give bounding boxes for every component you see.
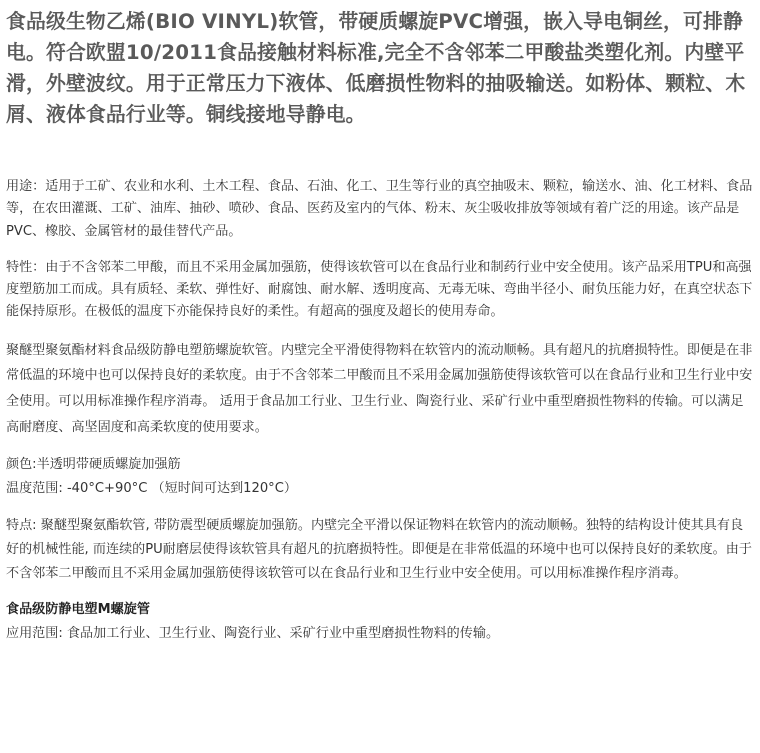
m-spiral-hose-heading: 食品级防静电塑M螺旋管 xyxy=(6,601,150,617)
application-range-line: 应用范围: 食品加工行业、卫生行业、陶瓷行业、采矿行业中重型磨损性物料的传输。 xyxy=(6,625,500,641)
color-line: 颜色:半透明带硬质螺旋加强筋 xyxy=(6,457,181,473)
features-paragraph: 特性：由于不含邻苯二甲酸，而且不采用金属加强筋，使得该软管可以在食品行业和制药行业中安全使用。该产品采用TPU和高强度塑筋加工而成。具有质轻、柔软、弹性好、耐腐蚀、耐水解、透明度高、无毒无味、弯曲半径小、耐负压能力好，在真空状态下能保持原形。在极低的温度下亦能保持良好的柔性。有超高的强度及超长的使用寿命。 xyxy=(6,259,753,320)
intro-paragraph: 食品级生物乙烯(BIO VINYL)软管，带硬质螺旋PVC增强，嵌入导电铜丝，可排静电。符合欧盟10/2011食品接触材料标准,完全不含邻苯二甲酸盐类塑化剂。内壁平滑，外壁波纹。用于正常压力下液体、低磨损性物料的抽吸输送。如粉体、颗粒、木屑、液体食品行业等。铜线接地导静电。 xyxy=(6,10,746,126)
temperature-range-line: 温度范围: -40°C+90°C （短时间可达到120°C） xyxy=(6,481,297,497)
usage-paragraph: 用途：适用于工矿、农业和水利、土木工程、食品、石油、化工、卫生等行业的真空抽吸末、颗粒，输送水、油、化工材料、食品等，在农田灌溉、工矿、油库、抽砂、喷砂、食品、医药及室内的气体、粉末、灰尘吸收排放等领域有着广泛的用途。该产品是PVC、橡胶、金属管材的最佳替代产品。 xyxy=(6,179,753,239)
polyether-hose-paragraph: 聚醚型聚氨酯材料食品级防静电塑筋螺旋软管。内壁完全平滑使得物料在软管内的流动顺畅。具有超凡的抗磨损特性。即便是在非常低温的环境中也可以保持良好的柔软度。由于不含邻苯二甲酸而且不采用金属加强筋使得该软管可以在食品行业和卫生行业中安全使用。可以用标准操作程序消毒。 适用于食品加工行业、卫生行业、陶瓷行业、采矿行业中重型磨损性物料的传输。可以满足高耐磨度、高坚固度和高柔软度的使用要求。 xyxy=(6,342,753,435)
product-description xyxy=(6,6,756,645)
special-features-paragraph: 特点: 聚醚型聚氨酯软管, 带防震型硬质螺旋加强筋。内壁完全平滑以保证物料在软管内的流动顺畅。独特的结构设计使其具有良好的机械性能, 而连续的PU耐磨层使得该软管具有超凡的抗磨损特性。即便是在非常低温的环境中也可以保持良好的柔软度。由于不含邻苯二甲酸而且不采用金属加强筋使得该软管可以在食品行业和卫生行业中安全使用。可以用标准操作程序消毒。 xyxy=(6,517,752,582)
